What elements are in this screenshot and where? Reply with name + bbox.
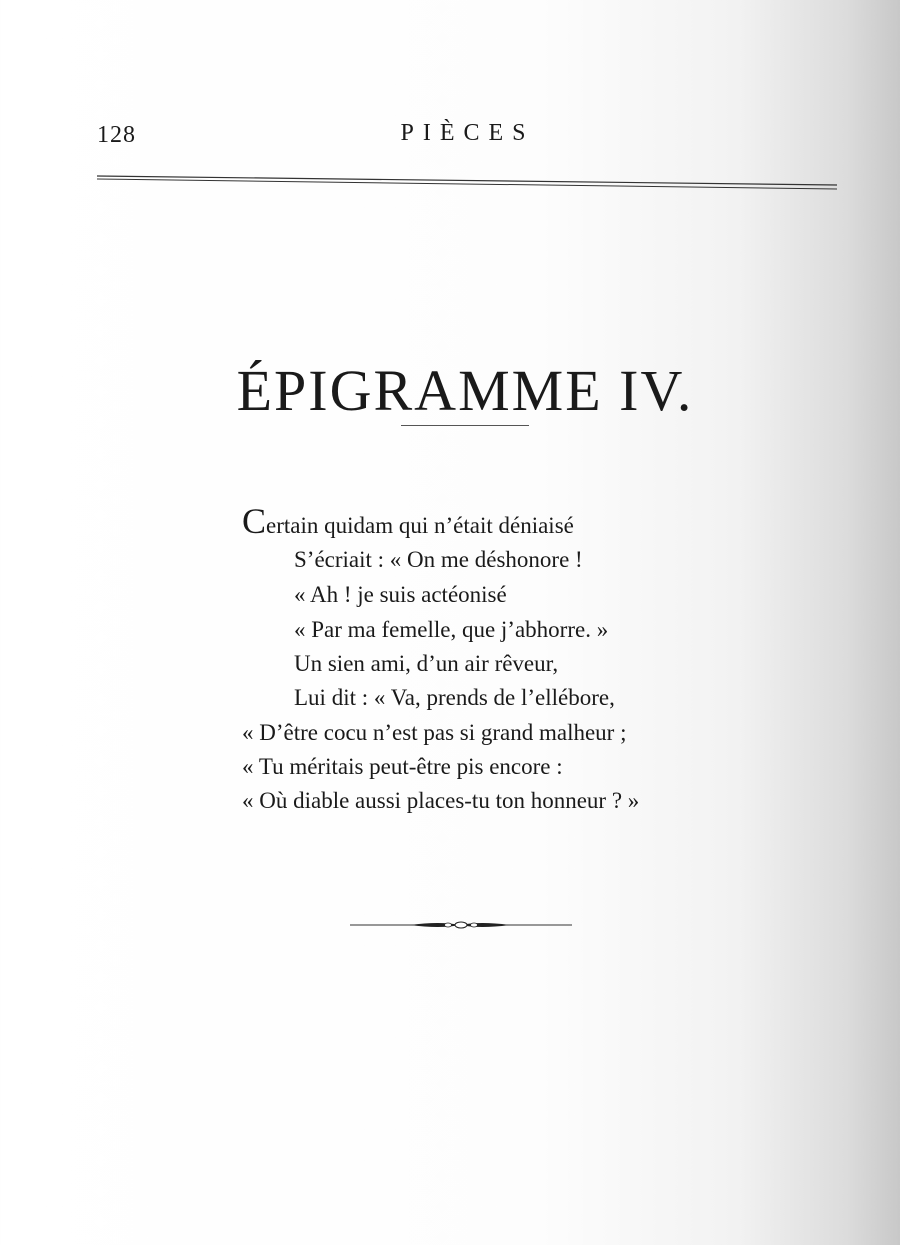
poem-line-7: « D’être cocu n’est pas si grand malheur ; — [242, 720, 627, 745]
poem-line-6: Lui dit : « Va, prends de l’ellébore, — [294, 685, 615, 710]
running-title: PIÈCES — [400, 120, 535, 146]
poem-line-4: « Par ma femelle, que j’abhorre. » — [294, 617, 609, 642]
poem-line-1: Certain quidam qui n’était déniaisé — [242, 501, 574, 541]
header-double-rule — [97, 175, 837, 193]
drop-cap: C — [242, 501, 267, 541]
poem-line-8: « Tu méritais peut-être pis encore : — [242, 754, 563, 779]
page-title: ÉPIGRAMME IV. — [236, 357, 694, 423]
poem-line-2: S’écriait : « On me déshonore ! — [294, 547, 583, 572]
poem-line-9: « Où diable aussi places-tu ton honneur ? » — [242, 788, 640, 813]
title-rule — [401, 425, 529, 426]
poem-line-3: « Ah ! je suis actéonisé — [294, 582, 507, 607]
ornament-divider — [350, 915, 572, 935]
page-number: 128 — [97, 122, 136, 148]
poem-line-5: Un sien ami, d’un air rêveur, — [294, 651, 559, 676]
